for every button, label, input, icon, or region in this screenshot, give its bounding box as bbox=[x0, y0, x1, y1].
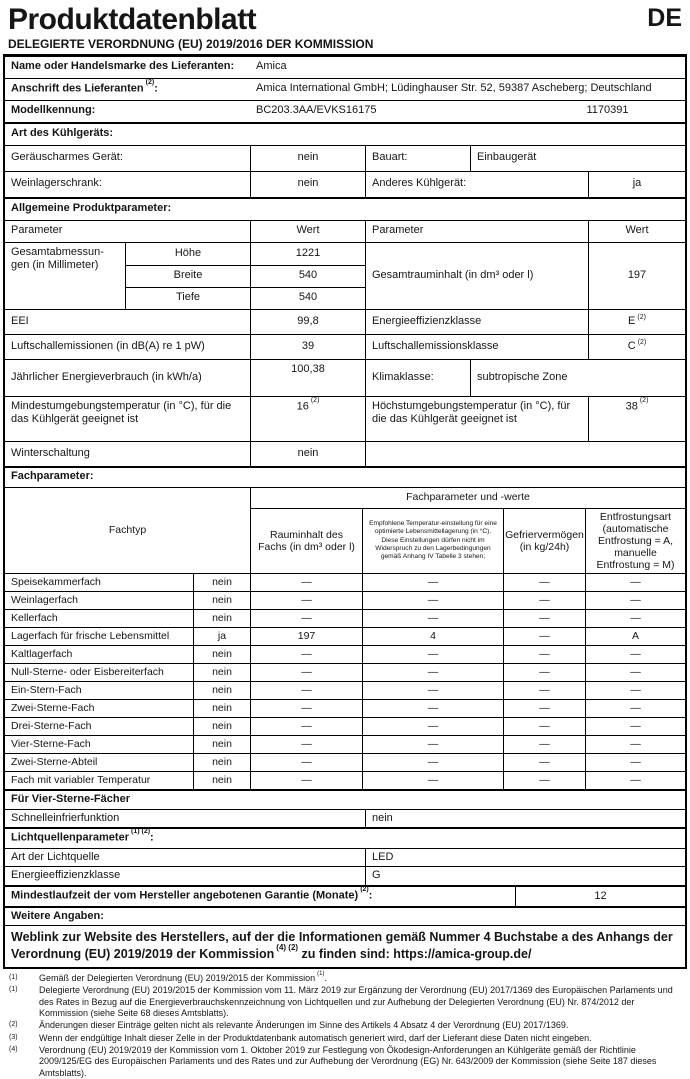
language-badge: DE bbox=[647, 4, 682, 32]
compartment-defrost: — bbox=[585, 610, 685, 627]
param-label: Mindestumgebungstemperatur (in °C), für die das Kühlgerät geeignet ist bbox=[11, 399, 232, 426]
param-label: Geräuscharmes Gerät: bbox=[11, 151, 123, 164]
param-value: 16$^{(2)}$ bbox=[250, 397, 365, 441]
compartment-volume: — bbox=[250, 718, 362, 735]
dimensions-label: Gesamtabmessun-gen (in Millimeter) bbox=[11, 245, 104, 272]
column-header: Parameter bbox=[11, 224, 63, 237]
footnote-text: Verordnung (EU) 2019/2019 der Kommission vom 1. Oktober 2019 zur Festlegung von Ökodesign-Anforderungen an Kühlgeräte gemäß der Richtlinie 2009/125/EG des Europäischen Parlaments und des Rates und zur Aufhebung der Verordnung (EG) Nr. 643/2009 der Kommission (siehe Seite 187 dieses Amtsblatts). bbox=[39, 1045, 657, 1078]
compartment-row bbox=[5, 591, 685, 609]
compartment-freeze: — bbox=[503, 610, 585, 627]
compartment-temp: — bbox=[362, 718, 503, 735]
compartment-defrost: — bbox=[585, 700, 685, 717]
param-value: 38$^{(2)}$ bbox=[588, 397, 685, 441]
compartment-freeze: — bbox=[503, 736, 585, 753]
param-label: Art der Lichtquelle bbox=[11, 850, 100, 863]
dimension-name: Breite bbox=[125, 265, 250, 287]
row-weblink bbox=[5, 925, 685, 967]
footnotes bbox=[3, 969, 687, 1079]
compartment-temp: — bbox=[362, 754, 503, 771]
column-header: Wert bbox=[250, 221, 365, 242]
compartment-defrost: — bbox=[585, 718, 685, 735]
footnote-text: Wenn der endgültige Inhalt dieser Zelle in der Produktdatenbank automatisch generiert wird, darf der Lieferant diese Daten nicht eingeben. bbox=[39, 1032, 592, 1043]
compartment-type: Kaltlagerfach bbox=[11, 647, 73, 660]
section-header-general-parameters: Allgemeine Produktparameter: bbox=[5, 197, 685, 220]
compartment-temp: — bbox=[362, 664, 503, 681]
column-header-defrost: Entfrostungsart (automatische Entfrostung = A, manuelle Entfrostung = M) bbox=[585, 508, 685, 573]
compartment-freeze: — bbox=[503, 754, 585, 771]
compartment-defrost: A bbox=[585, 628, 685, 645]
compartment-freeze: — bbox=[503, 646, 585, 663]
param-label: Luftschallemissionen (in dB(A) re 1 pW) bbox=[11, 339, 205, 352]
footnote bbox=[9, 973, 683, 984]
compartment-type: Drei-Sterne-Fach bbox=[11, 719, 92, 732]
compartment-volume: — bbox=[250, 610, 362, 627]
footnote-text: Delegierte Verordnung (EU) 2019/2015 der Kommission vom 11. März 2019 zur Ergänzung der Verordnung (EU) 2017/1369 des Europäischen Parlaments und des Rates in Bezug auf die Energieverbrauchskennzeichnung von Lichtquellen und zur Aufhebung der Delegierten Verordnung (EU) Nr. 874/2012 der Kommission (siehe Seite 68 dieses Amtsblatts). bbox=[39, 985, 673, 1019]
compartment-freeze: — bbox=[503, 700, 585, 717]
compartment-defrost: — bbox=[585, 682, 685, 699]
total-volume-value: 197 bbox=[588, 243, 685, 309]
param-label: EEI bbox=[11, 314, 29, 327]
compartment-temp: — bbox=[362, 646, 503, 663]
row-ambient-temperature bbox=[5, 396, 685, 441]
compartment-defrost: — bbox=[585, 592, 685, 609]
compartment-volume: — bbox=[250, 646, 362, 663]
compartment-freeze: — bbox=[503, 772, 585, 789]
compartment-volume: — bbox=[250, 754, 362, 771]
compartment-freeze: — bbox=[503, 682, 585, 699]
column-header-fachtyp: Fachtyp bbox=[108, 524, 147, 537]
param-label: Schnelleinfrierfunktion bbox=[11, 811, 120, 824]
compartment-present: nein bbox=[193, 682, 250, 699]
section-header-light-source: Lichtquellenparameter$^{(1) (2)}$: bbox=[5, 827, 685, 847]
compartment-present: nein bbox=[193, 592, 250, 609]
column-header: Parameter bbox=[365, 221, 588, 242]
footnote bbox=[9, 1020, 683, 1031]
compartment-temp: — bbox=[362, 610, 503, 627]
param-value: E (2) bbox=[588, 310, 685, 334]
datasheet-table bbox=[3, 54, 687, 970]
footnote bbox=[9, 1045, 683, 1079]
param-label: Weinlagerschrank: bbox=[11, 177, 102, 190]
compartment-freeze: — bbox=[503, 718, 585, 735]
row-warranty bbox=[5, 885, 685, 905]
column-header-volume: Rauminhalt des Fachs (in dm³ oder l) bbox=[250, 508, 362, 573]
compartment-row bbox=[5, 645, 685, 663]
compartment-volume: — bbox=[250, 772, 362, 789]
compartment-type: Null-Sterne- oder Eisbereiterfach bbox=[11, 665, 164, 678]
compartment-volume: — bbox=[250, 736, 362, 753]
param-label: Höchstumgebungstemperatur (in °C), für die das Kühlgerät geeignet ist bbox=[365, 397, 588, 441]
model-code-value: 1170391 bbox=[586, 104, 629, 117]
param-value: nein bbox=[365, 810, 685, 828]
column-header: Wert bbox=[588, 221, 685, 242]
compartment-volume: — bbox=[250, 592, 362, 609]
param-value: LED bbox=[365, 849, 685, 867]
compartment-row bbox=[5, 573, 685, 591]
footnote bbox=[9, 1033, 683, 1044]
compartment-temp: — bbox=[362, 682, 503, 699]
supplier-address-label: Anschrift des Lieferanten$^{(2)}$: bbox=[11, 78, 158, 95]
row-quiet-appliance bbox=[5, 145, 685, 171]
compartment-type: Kellerfach bbox=[11, 611, 58, 624]
compartment-defrost: — bbox=[585, 646, 685, 663]
regulation-subtitle: DELEGIERTE VERORDNUNG (EU) 2019/2016 DER KOMMISSION bbox=[8, 36, 374, 51]
model-id-value: BC203.3AA/EVKS16175 bbox=[256, 104, 377, 117]
row-overall-dimensions bbox=[5, 242, 685, 309]
compartment-defrost: — bbox=[585, 772, 685, 789]
param-label: Luftschallemissionsklasse bbox=[365, 335, 588, 359]
compartment-present: nein bbox=[193, 772, 250, 789]
row-model-id bbox=[5, 100, 685, 122]
warranty-value: 12 bbox=[515, 887, 685, 905]
compartment-type: Lagerfach für frische Lebensmittel bbox=[11, 629, 170, 642]
compartment-row bbox=[5, 663, 685, 681]
param-label: Klimaklasse: bbox=[365, 360, 470, 396]
dimension-value: 1221 bbox=[250, 243, 365, 265]
compartment-present: nein bbox=[193, 700, 250, 717]
compartment-present: nein bbox=[193, 754, 250, 771]
compartment-temp: — bbox=[362, 700, 503, 717]
row-annual-energy bbox=[5, 359, 685, 396]
empty-cell bbox=[530, 57, 685, 78]
compartment-temp: — bbox=[362, 736, 503, 753]
model-id-label: Modellkennung: bbox=[11, 104, 96, 117]
column-header-temperature: Empfohlene Temperatur-einstellung für eine optimierte Lebensmittellagerung (in °C). Diese Einstellungen dürfen nicht im Widerspruch zu den Lagerbedingungen gemäß Anhang IV Tabelle 3 stehen; bbox=[362, 508, 503, 573]
footnote bbox=[9, 985, 683, 1019]
compartment-row bbox=[5, 609, 685, 627]
param-value: G bbox=[365, 867, 685, 885]
param-value: nein bbox=[250, 146, 365, 171]
compartment-freeze: — bbox=[503, 574, 585, 591]
param-label: Winterschaltung bbox=[11, 446, 90, 459]
compartment-row bbox=[5, 753, 685, 771]
param-value: nein bbox=[250, 442, 365, 466]
compartment-volume: 197 bbox=[250, 628, 362, 645]
compartment-present: ja bbox=[193, 628, 250, 645]
compartment-volume: — bbox=[250, 664, 362, 681]
column-group-header: Fachparameter und -werte bbox=[250, 488, 685, 508]
page-title: Produktdatenblatt bbox=[8, 3, 257, 36]
compartment-row bbox=[5, 771, 685, 789]
footnote-marker: (4) bbox=[9, 1046, 18, 1053]
param-value: 99,8 bbox=[250, 310, 365, 334]
param-label: Jährlicher Energieverbrauch (in kWh/a) bbox=[11, 370, 202, 383]
compartment-freeze: — bbox=[503, 592, 585, 609]
column-header-freezing: Gefriervermögen (in kg/24h) bbox=[503, 508, 585, 573]
total-volume-label: Gesamtrauminhalt (in dm³ oder l) bbox=[365, 243, 588, 309]
dimension-name: Tiefe bbox=[125, 287, 250, 309]
param-label: Bauart: bbox=[365, 146, 470, 171]
compartment-defrost: — bbox=[585, 574, 685, 591]
compartment-table-header bbox=[5, 487, 685, 573]
compartment-volume: — bbox=[250, 574, 362, 591]
compartment-present: nein bbox=[193, 646, 250, 663]
compartment-freeze: — bbox=[503, 664, 585, 681]
compartment-type: Zwei-Sterne-Abteil bbox=[11, 755, 98, 768]
row-supplier-name bbox=[5, 57, 685, 78]
compartment-defrost: — bbox=[585, 754, 685, 771]
empty-cell bbox=[365, 442, 685, 466]
footnote-marker: (1) bbox=[9, 974, 18, 982]
param-value: ja bbox=[588, 172, 685, 197]
param-value: Einbaugerät bbox=[470, 146, 685, 171]
footnote-text: Änderungen dieser Einträge gelten nicht als relevante Änderungen im Sinne des Artikels 4 Absatz 4 der Verordnung (EU) 2017/1369. bbox=[39, 1020, 569, 1031]
row-fast-freeze bbox=[5, 809, 685, 828]
dimension-name: Höhe bbox=[125, 243, 250, 265]
supplier-address-value: Amica International GmbH; Lüdinghauser Str. 52, 59387 Ascheberg; Deutschland bbox=[256, 82, 652, 95]
warranty-label: Mindestlaufzeit der vom Hersteller angebotenen Garantie (Monate)$^{(2)}$: bbox=[11, 886, 373, 902]
row-wine-storage bbox=[5, 171, 685, 197]
section-header-additional-info: Weitere Angaben: bbox=[5, 906, 685, 926]
compartment-temp: 4 bbox=[362, 628, 503, 645]
document-header bbox=[3, 2, 687, 54]
compartment-row bbox=[5, 717, 685, 735]
compartment-temp: — bbox=[362, 772, 503, 789]
row-parameter-header bbox=[5, 220, 685, 242]
param-value: 100,38 bbox=[250, 360, 365, 396]
compartment-row bbox=[5, 681, 685, 699]
row-airborne-noise bbox=[5, 334, 685, 359]
row-light-source-type bbox=[5, 848, 685, 867]
compartment-present: nein bbox=[193, 610, 250, 627]
compartment-present: nein bbox=[193, 718, 250, 735]
compartment-defrost: — bbox=[585, 664, 685, 681]
manufacturer-weblink-url[interactable]: https://amica-group.de/ bbox=[393, 946, 532, 961]
param-value: subtropische Zone bbox=[470, 360, 685, 396]
param-value: 39 bbox=[250, 335, 365, 359]
row-supplier-address bbox=[5, 78, 685, 100]
row-light-energy-class bbox=[5, 866, 685, 885]
compartment-volume: — bbox=[250, 700, 362, 717]
footnote-marker: (3) bbox=[9, 1033, 18, 1041]
dimension-value: 540 bbox=[250, 287, 365, 309]
dimension-value: 540 bbox=[250, 265, 365, 287]
param-label: Energieeffizienzklasse bbox=[11, 869, 121, 882]
compartment-type: Speisekammerfach bbox=[11, 575, 101, 588]
compartment-row bbox=[5, 627, 685, 645]
footnote-text: Gemäß der Delegierten Verordnung (EU) 2019/2015 der Kommission $^{(1)}$. bbox=[39, 971, 328, 984]
compartment-defrost: — bbox=[585, 736, 685, 753]
compartment-volume: — bbox=[250, 682, 362, 699]
param-label: Energieeffizienzklasse bbox=[365, 310, 588, 334]
section-header-device-type: Art des Kühlgeräts: bbox=[5, 122, 685, 145]
supplier-name-label: Name oder Handelsmarke des Lieferanten: bbox=[11, 60, 235, 73]
compartment-temp: — bbox=[362, 592, 503, 609]
compartment-type: Weinlagerfach bbox=[11, 593, 78, 606]
footnote-marker: (1) bbox=[9, 986, 18, 994]
supplier-name-value: Amica bbox=[256, 60, 287, 73]
compartment-present: nein bbox=[193, 574, 250, 591]
compartment-type: Vier-Sterne-Fach bbox=[11, 737, 91, 750]
compartment-temp: — bbox=[362, 574, 503, 591]
section-header-four-star: Für Vier-Sterne-Fächer bbox=[5, 789, 685, 809]
manufacturer-weblink-text: Weblink zur Website des Herstellers, auf der die Informationen gemäß Nummer 4 Buchstabe a des Anhangs der Verordnung (EU) 2019/2019 der Kommission $^{(4) (2)}$ zu finden sind: https://amica-group.de/ bbox=[11, 930, 673, 961]
compartment-type: Fach mit variabler Temperatur bbox=[11, 773, 151, 786]
row-winter-setting bbox=[5, 441, 685, 466]
row-eei bbox=[5, 309, 685, 334]
compartment-row bbox=[5, 699, 685, 717]
compartment-present: nein bbox=[193, 664, 250, 681]
param-label: Anderes Kühlgerät: bbox=[365, 172, 588, 197]
compartment-type: Zwei-Sterne-Fach bbox=[11, 701, 95, 714]
section-header-compartment-parameters: Fachparameter: bbox=[5, 466, 685, 487]
compartment-type: Ein-Stern-Fach bbox=[11, 683, 82, 696]
footnote-marker: (2) bbox=[9, 1021, 18, 1029]
compartment-present: nein bbox=[193, 736, 250, 753]
param-value: nein bbox=[250, 172, 365, 197]
compartment-freeze: — bbox=[503, 628, 585, 645]
param-value: C (2) bbox=[588, 335, 685, 359]
compartment-row bbox=[5, 735, 685, 753]
